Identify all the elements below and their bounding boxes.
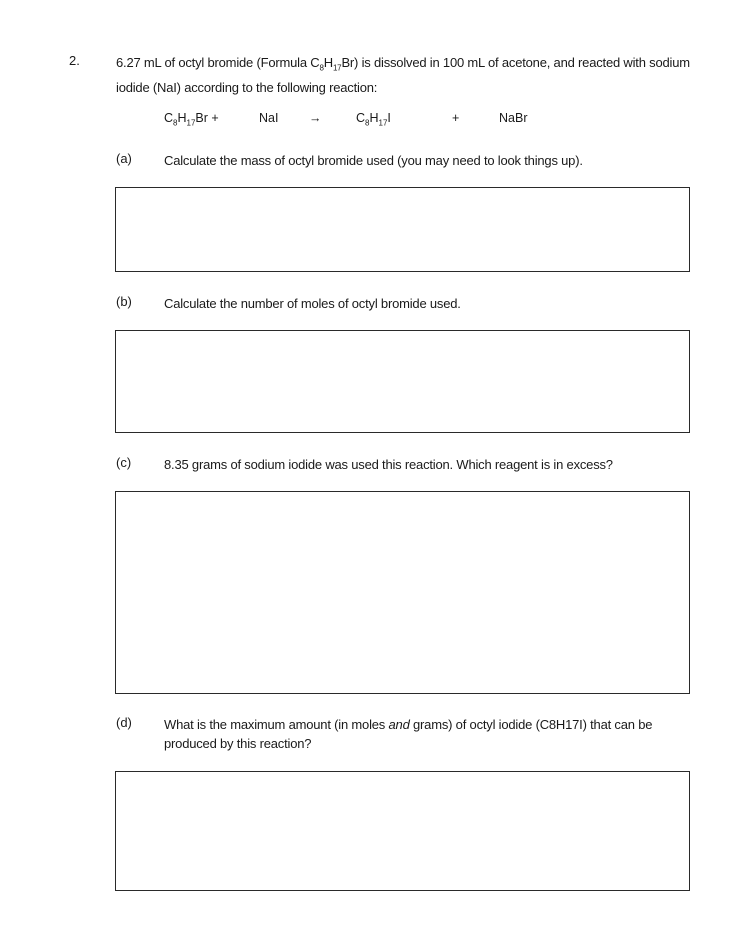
part-d-emphasis: and: [388, 717, 410, 732]
product-octyl-iodide: $C_8H_{17}I$: [356, 111, 391, 128]
part-c-text: 8.35 grams of sodium iodide was used this reaction. Which reagent is in excess?: [164, 457, 613, 472]
intro-text-1: 6.27 mL of octyl bromide (Formula C: [116, 55, 320, 70]
question-intro: [116, 53, 696, 97]
intro-sub-2: 17: [332, 63, 342, 73]
intro-sub-1: 8: [319, 63, 324, 73]
answer-box-a[interactable]: [115, 187, 690, 272]
intro-text-2: H: [323, 55, 333, 70]
reaction-arrow: →: [309, 111, 322, 125]
part-a-label: (a): [116, 151, 132, 166]
question-number: 2.: [69, 53, 80, 68]
part-b-label: (b): [116, 294, 132, 309]
part-d-text: What is the maximum amount (in moles and grams) of octyl iodide (C8H17I) that can be produced by this reaction?: [164, 717, 653, 751]
part-b-text: Calculate the number of moles of octyl bromide used.: [164, 296, 461, 311]
answer-box-b[interactable]: [115, 330, 690, 433]
reactant-octyl-bromide: $C_8H_{17}Br$ +: [164, 111, 219, 128]
part-d-label: (d): [116, 715, 132, 730]
answer-box-c[interactable]: [115, 491, 690, 694]
answer-box-d[interactable]: [115, 771, 690, 891]
reactant-sodium-iodide: NaI: [259, 111, 279, 125]
part-a-text: Calculate the mass of octyl bromide used (you may need to look things up).: [164, 153, 583, 168]
part-c-label: (c): [116, 455, 132, 470]
product-sodium-bromide: NaBr: [499, 111, 528, 125]
reaction-plus: +: [452, 111, 460, 125]
intro-text-3: Br) is dissolved in 100 mL of acetone, and reacted with sodium iodide (NaI) according to the following reaction:: [116, 55, 690, 95]
